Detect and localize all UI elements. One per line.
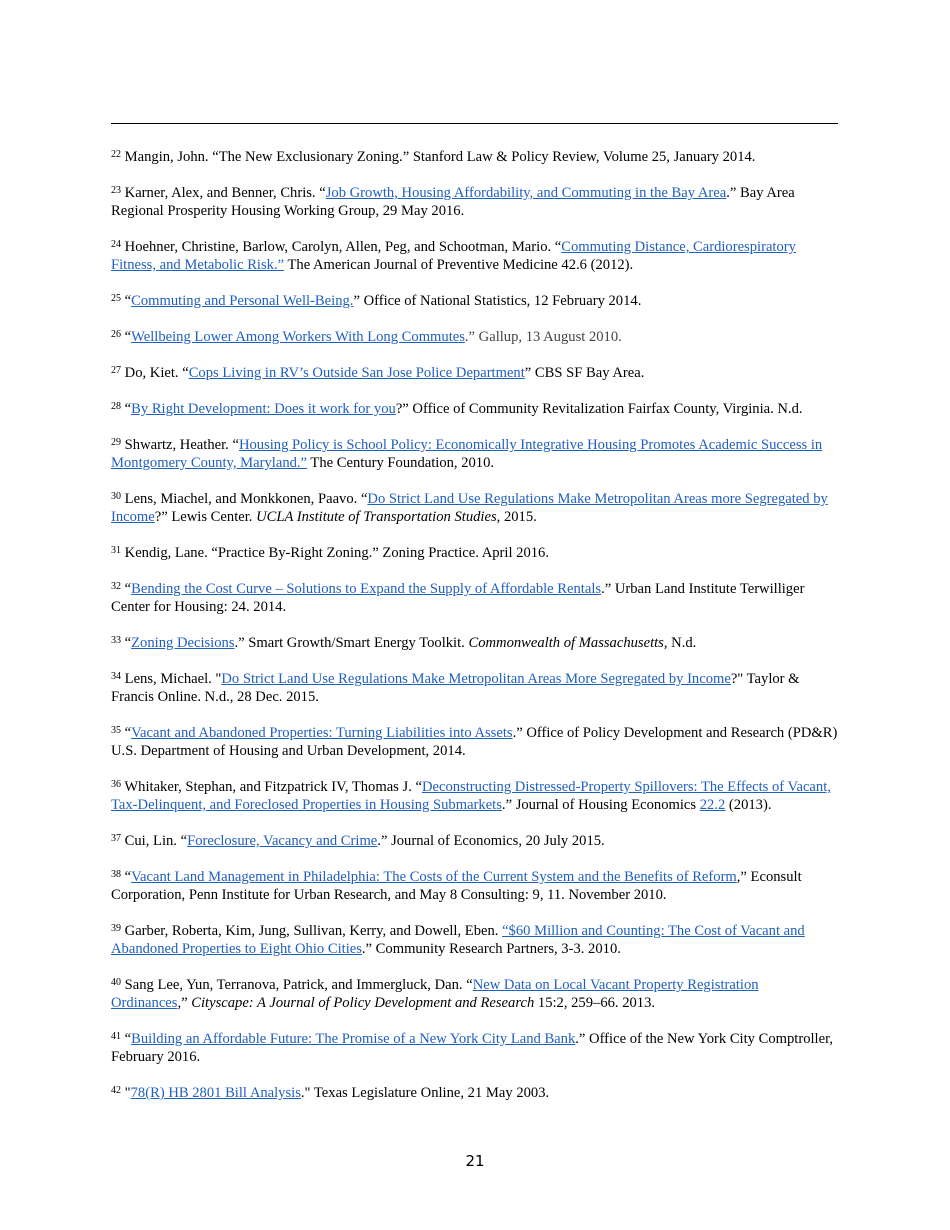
citation-text: ." Texas Legislature Online, 21 May 2003. bbox=[300, 1085, 550, 1101]
citation-text: .” Journal of Economics, 20 July 2015. bbox=[377, 833, 605, 849]
footnote-36 bbox=[111, 778, 838, 814]
citation-text: 15:2, 259–66. 2013. bbox=[534, 995, 656, 1011]
footnote-22 bbox=[111, 148, 838, 166]
citation-text: .” Smart Growth/Smart Energy Toolkit. bbox=[234, 635, 469, 651]
footnote-number: 25 bbox=[111, 293, 121, 304]
citation-text: “ bbox=[124, 329, 132, 345]
citation-text: .” Office of the New York City Comptroller, February 2016. bbox=[111, 1031, 834, 1065]
footnote-35 bbox=[111, 724, 838, 760]
citation-text: Shwartz, Heather. “ bbox=[124, 437, 239, 453]
citation-text: ?" Taylor & Francis Online. N.d., 28 Dec. 2015. bbox=[111, 671, 800, 705]
citation-link[interactable]: Commuting and Personal Well-Being. bbox=[131, 293, 354, 309]
citation-text: “ bbox=[124, 725, 132, 741]
citation-text: ” Office of National Statistics, 12 February 2014. bbox=[353, 293, 642, 309]
citation-link[interactable]: Zoning Decisions bbox=[131, 635, 235, 651]
footnote-27 bbox=[111, 364, 838, 382]
citation-link[interactable]: New Data on Local Vacant Property Registration Ordinances bbox=[111, 977, 759, 1011]
footnote-number: 22 bbox=[111, 149, 121, 160]
citation-text: .” Urban Land Institute Terwilliger Center for Housing: 24. 2014. bbox=[111, 581, 805, 615]
footnote-number: 32 bbox=[111, 581, 121, 592]
citation-link[interactable]: Housing Policy is School Policy: Economically Integrative Housing Promotes Academic Success in Montgomery County, Maryland.” bbox=[111, 437, 823, 471]
citation-link[interactable]: Wellbeing Lower Among Workers With Long Commutes bbox=[131, 329, 465, 345]
footnote-34 bbox=[111, 670, 838, 706]
footnote-30 bbox=[111, 490, 838, 526]
page-number: 21 bbox=[465, 1152, 485, 1170]
citation-text: “ bbox=[124, 293, 132, 309]
footnote-42 bbox=[111, 1084, 838, 1102]
citation-text: “ bbox=[124, 401, 132, 417]
citation-text: .” Gallup, 13 August 2010. bbox=[464, 329, 622, 345]
citation-link[interactable]: “$60 Million and Counting: The Cost of Vacant and Abandoned Properties to Eight Ohio Cities bbox=[111, 923, 805, 957]
footnote-37 bbox=[111, 832, 838, 850]
citation-text: “ bbox=[124, 869, 132, 885]
citation-link[interactable]: Commuting Distance, Cardiorespiratory Fitness, and Metabolic Risk.” bbox=[111, 239, 796, 273]
citation-text: Lens, Michael. " bbox=[124, 671, 222, 687]
citation-text: Cui, Lin. “ bbox=[124, 833, 188, 849]
citation-text: Kendig, Lane. “Practice By-Right Zoning.” Zoning Practice. April 2016. bbox=[124, 545, 549, 561]
footnote-number: 28 bbox=[111, 401, 121, 412]
citation-text: Do, Kiet. “ bbox=[124, 365, 189, 381]
footnote-number: 40 bbox=[111, 977, 121, 988]
citation-link[interactable]: Vacant and Abandoned Properties: Turning Liabilities into Assets bbox=[131, 725, 513, 741]
citation-link[interactable]: Vacant Land Management in Philadelphia: The Costs of the Current System and the Benefits of Reform bbox=[131, 869, 737, 885]
footnote-number: 39 bbox=[111, 923, 121, 934]
footnote-33 bbox=[111, 634, 838, 652]
footnote-number: 26 bbox=[111, 329, 121, 340]
footnote-number: 27 bbox=[111, 365, 121, 376]
citation-link[interactable]: 78(R) HB 2801 Bill Analysis bbox=[130, 1085, 301, 1101]
citation-italic-text: UCLA Institute of Transportation Studies bbox=[256, 509, 497, 525]
citation-text: .” Office of Policy Development and Research (PD&R) U.S. Department of Housing and Urban Development, 2014. bbox=[111, 725, 838, 759]
footnote-number: 24 bbox=[111, 239, 121, 250]
citation-italic-text: Commonwealth of Massachusetts, bbox=[468, 635, 668, 651]
footnote-41 bbox=[111, 1030, 838, 1066]
citation-text: " bbox=[124, 1085, 131, 1101]
footnote-31 bbox=[111, 544, 838, 562]
footnote-number: 42 bbox=[111, 1085, 121, 1096]
citation-text: N.d. bbox=[667, 635, 697, 651]
citation-text: Sang Lee, Yun, Terranova, Patrick, and Immergluck, Dan. “ bbox=[124, 977, 473, 993]
citation-text: ,” bbox=[177, 995, 192, 1011]
citation-link[interactable]: 22.2 bbox=[699, 797, 726, 813]
footnote-32 bbox=[111, 580, 838, 616]
citation-text: ?” Office of Community Revitalization Fairfax County, Virginia. N.d. bbox=[395, 401, 803, 417]
citation-link[interactable]: Bending the Cost Curve – Solutions to Expand the Supply of Affordable Rentals bbox=[131, 581, 602, 597]
citation-text: Whitaker, Stephan, and Fitzpatrick IV, Thomas J. “ bbox=[124, 779, 422, 795]
footnote-number: 34 bbox=[111, 671, 121, 682]
citation-text: ?” Lewis Center. bbox=[154, 509, 257, 525]
footnote-39 bbox=[111, 922, 838, 958]
citation-link[interactable]: Foreclosure, Vacancy and Crime bbox=[187, 833, 378, 849]
footnote-23 bbox=[111, 184, 838, 220]
footnote-40 bbox=[111, 976, 838, 1012]
footnote-number: 29 bbox=[111, 437, 121, 448]
footnote-25 bbox=[111, 292, 838, 310]
citation-text: “ bbox=[124, 581, 132, 597]
citation-text: “ bbox=[124, 635, 132, 651]
citation-text: The American Journal of Preventive Medicine 42.6 (2012). bbox=[284, 257, 634, 273]
citation-link[interactable]: Job Growth, Housing Affordability, and Commuting in the Bay Area bbox=[325, 185, 727, 201]
citation-text: “ bbox=[124, 1031, 132, 1047]
citation-text: , 2015. bbox=[496, 509, 537, 525]
footnote-29 bbox=[111, 436, 838, 472]
citation-text: Karner, Alex, and Benner, Chris. “ bbox=[124, 185, 326, 201]
citation-text: Mangin, John. “The New Exclusionary Zoning.” Stanford Law & Policy Review, Volume 25, January 2014. bbox=[124, 149, 756, 165]
citation-link[interactable]: Cops Living in RV’s Outside San Jose Police Department bbox=[188, 365, 525, 381]
footnote-number: 35 bbox=[111, 725, 121, 736]
citation-link[interactable]: Do Strict Land Use Regulations Make Metropolitan Areas more Segregated by Income bbox=[111, 491, 828, 525]
footnote-number: 31 bbox=[111, 545, 121, 556]
footnote-number: 37 bbox=[111, 833, 121, 844]
footnote-28 bbox=[111, 400, 838, 418]
footnote-38 bbox=[111, 868, 838, 904]
citation-text: Lens, Miachel, and Monkkonen, Paavo. “ bbox=[124, 491, 368, 507]
citation-link[interactable]: By Right Development: Does it work for you bbox=[131, 401, 396, 417]
footnote-number: 23 bbox=[111, 185, 121, 196]
citation-text: .” Journal of Housing Economics bbox=[501, 797, 700, 813]
citation-link[interactable]: Deconstructing Distressed-Property Spillovers: The Effects of Vacant, Tax-Delinquent, and Foreclosed Properties in Housing Submarkets bbox=[111, 779, 831, 813]
footnote-26 bbox=[111, 328, 838, 346]
footnote-number: 30 bbox=[111, 491, 121, 502]
citation-link[interactable]: Building an Affordable Future: The Promise of a New York City Land Bank bbox=[131, 1031, 576, 1047]
citation-italic-text: Cityscape: A Journal of Policy Development and Research bbox=[191, 995, 535, 1011]
footnote-24 bbox=[111, 238, 838, 274]
citation-text: (2013). bbox=[725, 797, 772, 813]
citation-text: The Century Foundation, 2010. bbox=[307, 455, 495, 471]
footnotes-list bbox=[111, 148, 838, 1120]
footnote-number: 33 bbox=[111, 635, 121, 646]
citation-text: ,” Econsult Corporation, Penn Institute for Urban Research, and May 8 Consulting: 9, 11. November 2010. bbox=[111, 869, 802, 903]
citation-link[interactable]: Do Strict Land Use Regulations Make Metropolitan Areas More Segregated by Income bbox=[221, 671, 731, 687]
footnote-number: 38 bbox=[111, 869, 121, 880]
footnote-number: 36 bbox=[111, 779, 121, 790]
citation-text: .” Community Research Partners, 3-3. 2010. bbox=[361, 941, 621, 957]
footnote-separator bbox=[111, 123, 838, 124]
citation-text: Garber, Roberta, Kim, Jung, Sullivan, Kerry, and Dowell, Eben. bbox=[124, 923, 503, 939]
citation-text: .” Bay Area Regional Prosperity Housing Working Group, 29 May 2016. bbox=[111, 185, 795, 219]
footnote-number: 41 bbox=[111, 1031, 121, 1042]
citation-text: ” CBS SF Bay Area. bbox=[524, 365, 645, 381]
citation-text: Hoehner, Christine, Barlow, Carolyn, Allen, Peg, and Schootman, Mario. “ bbox=[124, 239, 562, 255]
